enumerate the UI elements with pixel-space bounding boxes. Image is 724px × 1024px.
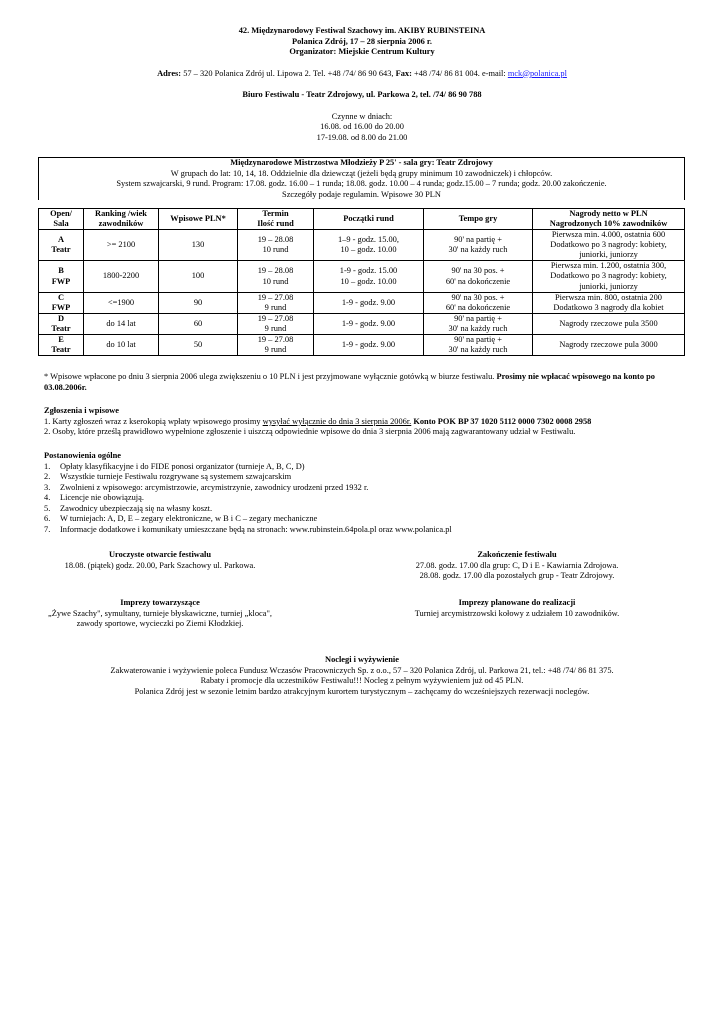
- list-item: [44, 493, 684, 504]
- festival-title: 42. Międzynarodowy Festiwal Szachowy im. AKIBY RUBINSTEINA: [238, 26, 486, 35]
- registration-item-2: 2. Osoby, które prześlą prawidłowo wypełnione zgłoszenie i uiszczą odpowiednie wpisowe do dnia 3 sierpnia 2006 mają zagwarantowany udział w Festiwalu.: [44, 427, 576, 436]
- festival-dates: Polanica Zdrój, 17 – 28 sierpnia 2006 r.: [292, 36, 432, 46]
- table-cell: 90' na partię + 30' na każdy ruch: [424, 334, 533, 355]
- table-header-cell: Nagrody netto w PLN Nagrodzonych 10% zawodników: [533, 209, 685, 230]
- planned-text: Turniej arcymistrzowski kołowy z udziałem 10 zawodników.: [414, 608, 620, 618]
- table-cell: A Teatr: [39, 230, 84, 261]
- table-cell: Pierwsza min. 1.200, ostatnia 300, Dodatkowo po 3 nagrody: kobiety, juniorki, juniorzy: [533, 261, 685, 292]
- table-row: [39, 292, 685, 313]
- youth-title: Międzynarodowe Mistrzostwa Młodzieży P 25' - sala gry: Teatr Zdrojowy: [230, 158, 493, 167]
- youth-line-2: System szwajcarski, 9 rund. Program: 17.08. godz. 16.00 – 1 runda; 18.08. godz. 10.00 – 4 runda; godz.15.00 – 7 runda; godz. 20.00 zakończenie.: [116, 179, 607, 188]
- email-link[interactable]: mck@polanica.pl: [507, 68, 567, 78]
- table-cell: Nagrody rzeczowe pula 3000: [533, 334, 685, 355]
- table-cell: <=1900: [84, 292, 159, 313]
- list-item: [44, 514, 684, 525]
- table-cell: Pierwsza min. 4.000, ostatnia 600 Dodatkowo po 3 nagrody: kobiety, juniorki, juniorzy: [533, 230, 685, 261]
- table-cell: 90' na partię + 30' na każdy ruch: [424, 230, 533, 261]
- social-title: Imprezy towarzyszące: [120, 598, 200, 607]
- open-hours-1: 16.08. od 16.00 do 20.00: [320, 122, 404, 131]
- list-item: [44, 504, 684, 515]
- list-item-text: W turniejach: A, D, E – zegary elektroniczne, w B i C – zegary mechaniczne: [60, 514, 318, 523]
- table-row: [39, 230, 685, 261]
- table-cell: >= 2100: [84, 230, 159, 261]
- festival-organizer: Organizator: Miejskie Centrum Kultury: [289, 47, 435, 56]
- table-header-cell: Tempo gry: [424, 209, 533, 230]
- lodging-title: Noclegi i wyżywienie: [325, 655, 399, 664]
- list-item-text: Licencje nie obowiązują.: [60, 493, 144, 502]
- lodging-line-3: Polanica Zdrój jest w sezonie letnim bardzo atrakcyjnym kurortem turystycznym – zachęcamy do wcześniejszych rezerwacji noclegów.: [134, 686, 590, 696]
- planned-title: Imprezy planowane do realizacji: [458, 598, 576, 607]
- planned-events-section: [367, 598, 667, 619]
- opening-title: Uroczyste otwarcie festiwalu: [108, 550, 212, 559]
- youth-championship-box: [38, 157, 685, 200]
- open-label: Czynne w dniach:: [331, 111, 393, 121]
- table-cell: D Teatr: [39, 313, 84, 334]
- closing-line-2: 28.08. godz. 17.00 dla pozostałych grup - Teatr Zdrojowy.: [419, 571, 615, 580]
- table-header-row: [39, 209, 685, 230]
- youth-line-1: W grupach do lat: 10, 14, 18. Oddzielnie dla dziewcząt (jeżeli będą grupy minimum 10 zawodniczek) i chłopców.: [170, 168, 553, 178]
- table-cell: 1800-2200: [84, 261, 159, 292]
- closing-line-1: 27.08. godz. 17.00 dla grup: C, D i E - Kawiarnia Zdrojowa.: [415, 560, 619, 570]
- youth-line-3: Szczegóły podaje regulamin. Wpisowe 30 PLN: [282, 189, 441, 199]
- list-item-text: Wszystkie turnieje Festiwalu rozgrywane są systemem szwajcarskim: [60, 472, 292, 481]
- list-item-number: 4.: [44, 493, 51, 502]
- open-hours-2: 17-19.08. od 8.00 do 21.00: [316, 132, 408, 142]
- table-cell: B FWP: [39, 261, 84, 292]
- table-cell: 19 – 27.08 9 rund: [238, 334, 314, 355]
- table-header-cell: Open/ Sala: [39, 209, 84, 230]
- table-cell: 1–9 - godz. 15.00, 10 – godz. 10.00: [314, 230, 424, 261]
- table-cell: 90' na 30 pos. + 60' na dokończenie: [424, 292, 533, 313]
- list-item-text: Informacje dodatkowe i komunikaty umieszczane będą na stronach: www.rubinstein.64pola.pl oraz www.polanica.pl: [60, 524, 452, 534]
- table-cell: 19 – 27.08 9 rund: [238, 313, 314, 334]
- lodging-line-2: Rabaty i promocje dla uczestników Festiwalu!!! Nocleg z pełnym wyżywieniem już od 45 PLN.: [200, 676, 524, 685]
- lodging-section: [0, 655, 724, 697]
- registration-section: [44, 406, 684, 438]
- list-item: [44, 472, 684, 483]
- rules-list: [44, 462, 684, 536]
- table-cell: 50: [159, 334, 238, 355]
- table-cell: C FWP: [39, 292, 84, 313]
- table-cell: 1-9 - godz. 9.00: [314, 292, 424, 313]
- opening-section: [10, 550, 310, 571]
- table-cell: Nagrody rzeczowe pula 3500: [533, 313, 685, 334]
- tournament-table: [38, 208, 685, 356]
- list-item-number: 6.: [44, 514, 51, 523]
- social-line-1: „Żywe Szachy", symultany, turnieje błyskawiczne, turniej „kloca",: [48, 608, 272, 618]
- document-header: [0, 26, 724, 143]
- registration-title: Zgłoszenia i wpisowe: [44, 406, 119, 415]
- table-row: [39, 334, 685, 355]
- table-cell: 90' na 30 pos. + 60' na dokończenie: [424, 261, 533, 292]
- table-cell: 19 – 28.08 10 rund: [238, 230, 314, 261]
- table-header-cell: Wpisowe PLN*: [159, 209, 238, 230]
- list-item: [44, 462, 684, 473]
- table-cell: 1-9 - godz. 9.00: [314, 334, 424, 355]
- list-item: [44, 525, 684, 536]
- table-cell: Pierwsza min. 800, ostatnia 200 Dodatkowo 3 nagrody dla kobiet: [533, 292, 685, 313]
- list-item-number: 1.: [44, 461, 51, 471]
- list-item-number: 5.: [44, 503, 51, 513]
- closing-section: [367, 550, 667, 582]
- address-line: Adres: 57 – 320 Polanica Zdrój ul. Lipowa 2. Tel. +48 /74/ 86 90 643, Fax: +48 /74/ 86 81 004. e-mail: mck@polanica.pl: [157, 68, 567, 78]
- list-item-number: 3.: [44, 482, 51, 492]
- lodging-line-1: Zakwaterowanie i wyżywienie poleca Fundusz Wczasów Pracowniczych Sp. z o.o., 57 – 320 Polanica Zdrój, ul. Parkowa 21, tel.: +48 /74/ 86 81 375.: [110, 665, 614, 675]
- rules-title: Postanowienia ogólne: [44, 451, 122, 460]
- table-cell: do 14 lat: [84, 313, 159, 334]
- table-header-cell: Ranking /wiek zawodników: [84, 209, 159, 230]
- table-cell: 60: [159, 313, 238, 334]
- table-cell: 19 – 27.08 9 rund: [238, 292, 314, 313]
- table-cell: 1-9 - godz. 15.00 10 – godz. 10.00: [314, 261, 424, 292]
- table-cell: 90' na partię + 30' na każdy ruch: [424, 313, 533, 334]
- table-header-cell: Początki rund: [314, 209, 424, 230]
- list-item: [44, 483, 684, 494]
- list-item-text: Opłaty klasyfikacyjne i do FIDE ponosi organizator (turnieje A, B, C, D): [60, 461, 305, 471]
- footnote: * Wpisowe wpłacone po dniu 3 sierpnia 2006 ulega zwiększeniu o 10 PLN i jest przyjmowane wyłącznie gotówką w biurze festiwalu. Prosimy nie wpłacać wpisowego na konto po 03.08.2006r.: [44, 372, 655, 392]
- table-cell: 100: [159, 261, 238, 292]
- list-item-number: 2.: [44, 472, 51, 481]
- social-events-section: [10, 598, 310, 630]
- table-cell: 1-9 - godz. 9.00: [314, 313, 424, 334]
- table-row: [39, 261, 685, 292]
- table-row: [39, 313, 685, 334]
- closing-title: Zakończenie festiwalu: [477, 550, 557, 559]
- table-cell: do 10 lat: [84, 334, 159, 355]
- list-item-text: Zawodnicy ubezpieczają się na własny koszt.: [60, 503, 213, 513]
- registration-item-1: 1. Karty zgłoszeń wraz z kserokopią wpłaty wpisowego prosimy wysyłać wyłącznie do dnia 3 sierpnia 2006r. Konto POK BP 37 1020 5112 0000 7302 0008 2958: [44, 416, 592, 426]
- table-header-cell: Termin Ilość rund: [238, 209, 314, 230]
- list-item-text: Zwolnieni z wpisowego: arcymistrzowie, arcymistrzynie, zawodnicy urodzeni przed 1932 r.: [60, 482, 369, 492]
- social-line-2: zawody sportowe, wycieczki po Ziemi Kłodzkiej.: [76, 619, 244, 628]
- list-item-number: 7.: [44, 524, 51, 534]
- opening-text: 18.08. (piątek) godz. 20.00, Park Szachowy ul. Parkowa.: [64, 560, 256, 570]
- table-cell: 130: [159, 230, 238, 261]
- rules-section: [44, 451, 684, 535]
- office-line: Biuro Festiwalu - Teatr Zdrojowy, ul. Parkowa 2, tel. /74/ 86 90 788: [242, 90, 482, 99]
- table-cell: E Teatr: [39, 334, 84, 355]
- table-cell: 90: [159, 292, 238, 313]
- table-cell: 19 – 28.08 10 rund: [238, 261, 314, 292]
